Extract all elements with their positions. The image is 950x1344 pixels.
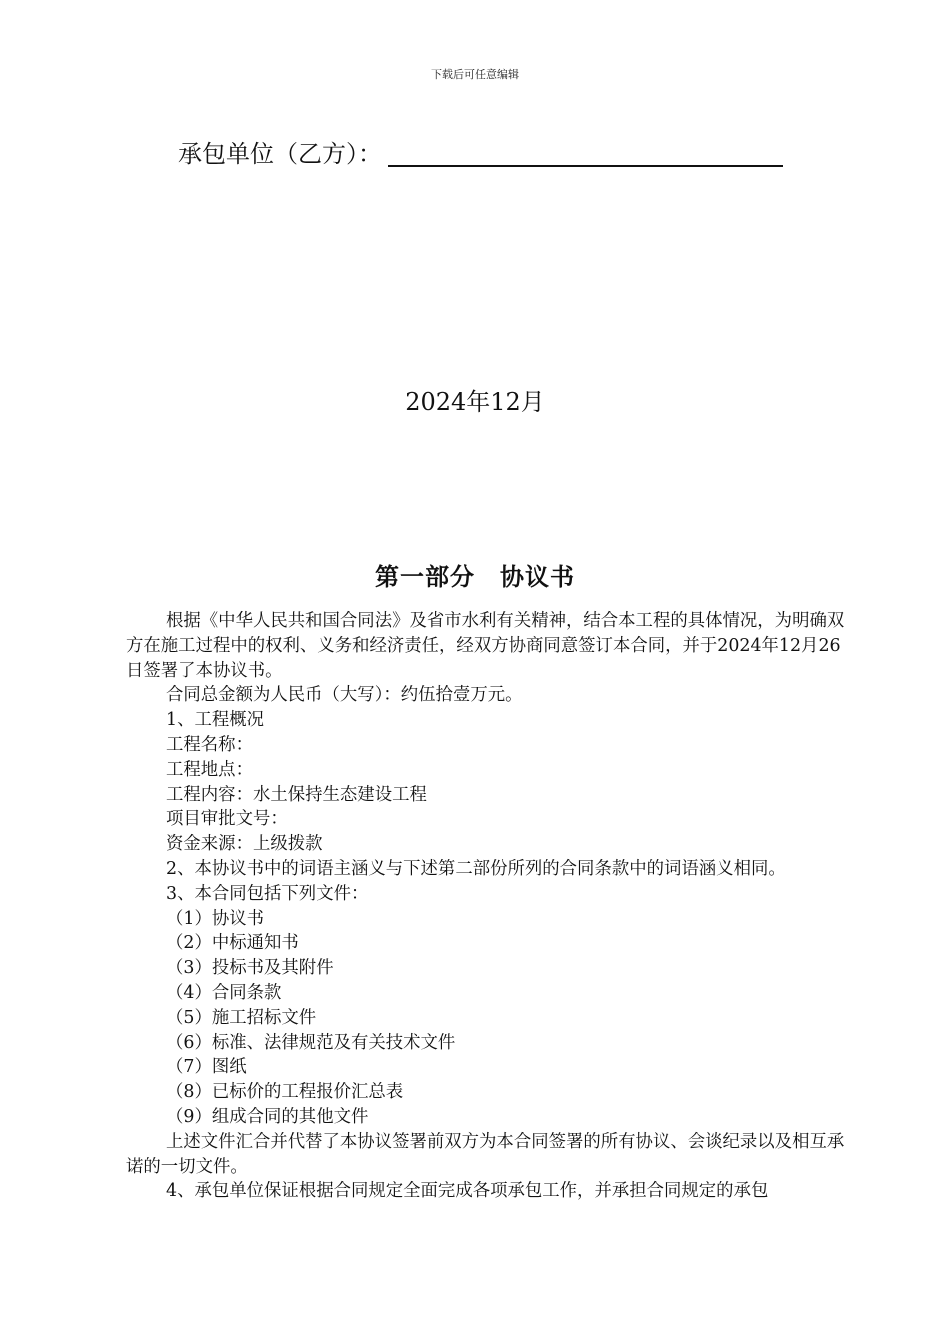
contractor-field: [178, 134, 783, 169]
clause-3: 3、本合同包括下列文件：: [166, 883, 369, 904]
contractor-blank-line: [388, 139, 783, 167]
agreement-body: [126, 609, 846, 1204]
section-title: 第一部分 协议书: [375, 562, 575, 591]
project-name: 工程名称：: [166, 734, 253, 755]
doc-list-item: （7）图纸: [166, 1057, 247, 1078]
funding-source: 资金来源：上级拨款: [166, 834, 323, 855]
doc-list-item: （1）协议书: [166, 908, 265, 929]
contract-amount: 合同总金额为人民币（大写）：约伍拾壹万元。: [166, 685, 523, 706]
overview-heading: 1、工程概况: [166, 710, 265, 731]
doc-list-item: （3）投标书及其附件: [166, 958, 334, 979]
doc-list-item: （9）组成合同的其他文件: [166, 1106, 369, 1127]
clause-2: 2、本协议书中的词语主涵义与下述第二部份所列的合同条款中的词语涵义相同。: [166, 858, 786, 879]
doc-list-item: （5）施工招标文件: [166, 1007, 317, 1028]
doc-list-item: （2）中标通知书: [166, 933, 299, 954]
project-content: 工程内容：水土保持生态建设工程: [166, 784, 427, 805]
contractor-label: 承包单位（乙方）：: [178, 140, 382, 168]
doc-list-item: （4）合同条款: [166, 982, 282, 1003]
project-location: 工程地点：: [166, 759, 253, 780]
clause-4: 4、承包单位保证根据合同规定全面完成各项承包工作，并承担合同规定的承包: [166, 1181, 769, 1202]
document-date: 2024年12月: [405, 388, 545, 416]
approval-number: 项目审批文号：: [166, 809, 288, 830]
replace-note: 上述文件汇合并代替了本协议签署前双方为本合同签署的所有协议、会谈纪录以及相互承诺的一切文件。: [126, 1131, 845, 1177]
doc-list-item: （8）已标价的工程报价汇总表: [166, 1082, 404, 1103]
doc-list-item: （6）标准、法律规范及有关技术文件: [166, 1032, 456, 1053]
header-note: 下载后可任意编辑: [431, 68, 519, 81]
intro-paragraph: 根据《中华人民共和国合同法》及省市水利有关精神，结合本工程的具体情况，为明确双方在施工过程中的权利、义务和经济责任，经双方协商同意签订本合同，并于2024年12月26日签署了本协议书。: [126, 611, 845, 681]
